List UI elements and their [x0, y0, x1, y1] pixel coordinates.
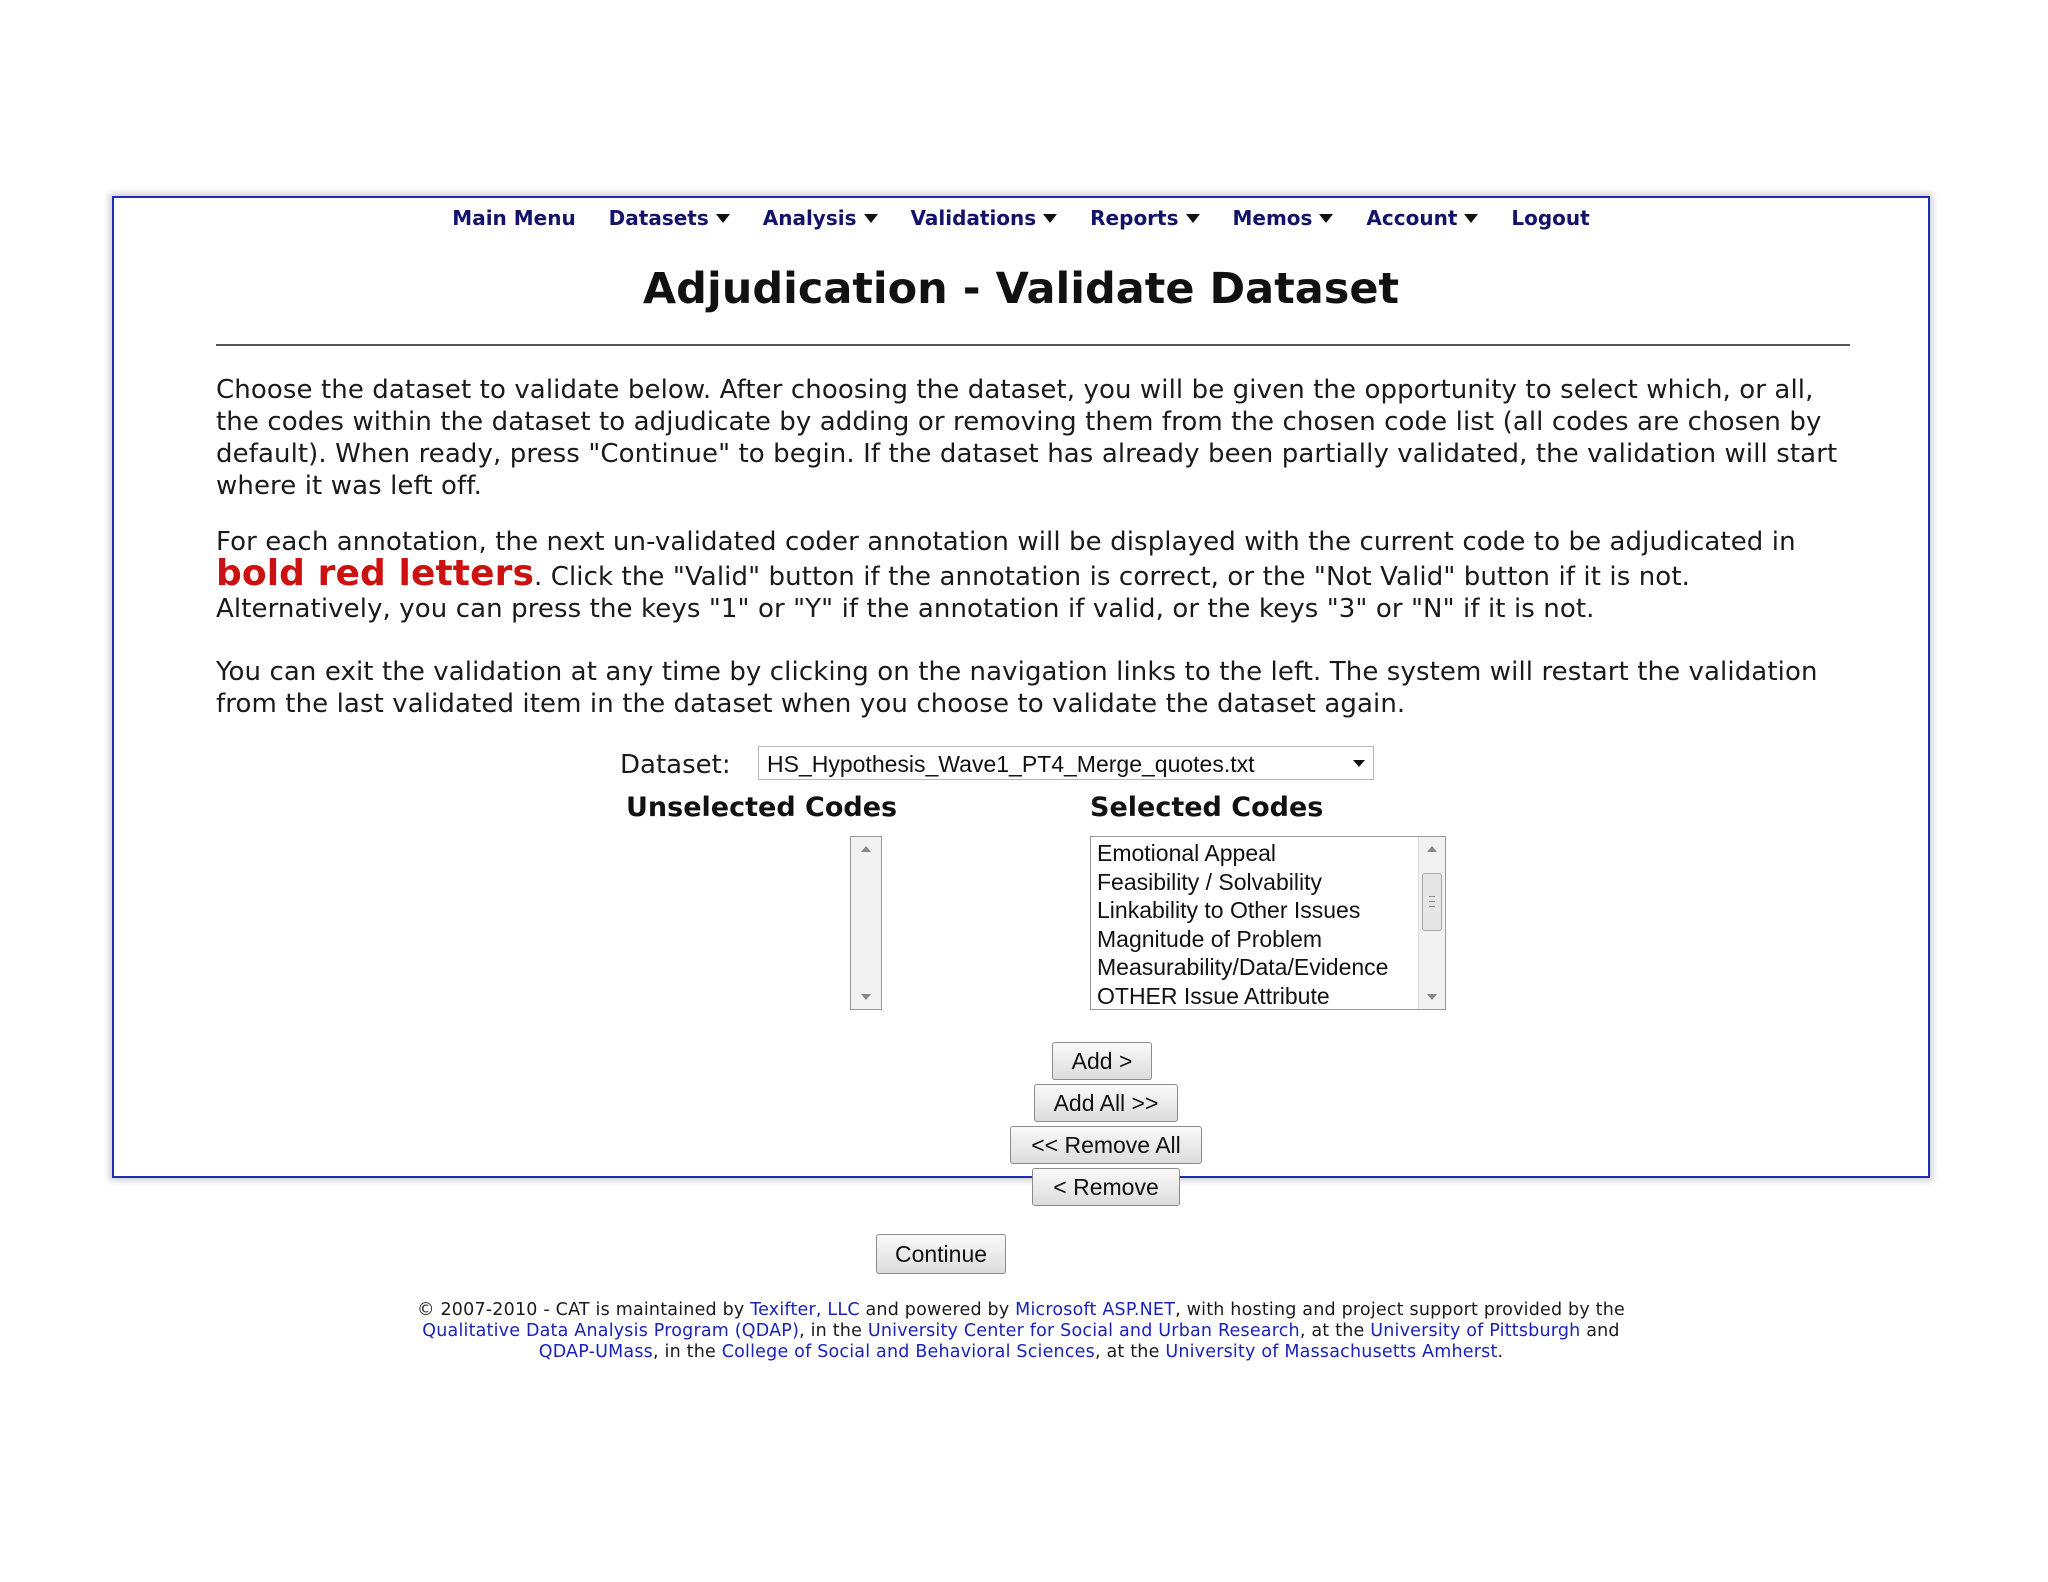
- remove-button[interactable]: < Remove: [1032, 1168, 1180, 1206]
- footer-text: , at the: [1094, 1342, 1166, 1362]
- caret-down-icon: [864, 214, 878, 223]
- content-frame: [112, 196, 1930, 1362]
- page-footer: [114, 1300, 1928, 1363]
- dataset-select[interactable]: [758, 746, 1374, 780]
- footer-text: and: [1580, 1321, 1620, 1341]
- scroll-down-arrow-icon[interactable]: [1427, 994, 1437, 1000]
- selected-codes-options: [1097, 839, 1388, 1010]
- bold-red-emphasis: bold red letters: [216, 553, 534, 594]
- remove-all-button[interactable]: << Remove All: [1010, 1126, 1202, 1164]
- title-divider: [216, 344, 1850, 346]
- unselected-list-scrollbar[interactable]: [851, 837, 881, 1009]
- scroll-down-arrow-icon[interactable]: [861, 994, 871, 1000]
- footer-text: and powered by: [859, 1300, 1016, 1320]
- selected-codes-heading: Selected Codes: [1090, 792, 1324, 823]
- nav-account-label: Account: [1366, 206, 1458, 230]
- nav-main-menu[interactable]: [452, 206, 575, 230]
- caret-down-icon: [1319, 214, 1333, 223]
- aspnet-link[interactable]: Microsoft ASP.NET: [1015, 1300, 1176, 1320]
- continue-button[interactable]: Continue: [876, 1234, 1006, 1274]
- selected-codes-list[interactable]: [1090, 836, 1446, 1010]
- nav-memos-label: Memos: [1232, 206, 1313, 230]
- add-all-button[interactable]: Add All >>: [1034, 1084, 1178, 1122]
- nav-reports-label: Reports: [1090, 206, 1179, 230]
- grip-line-icon: [1429, 901, 1435, 902]
- nav-datasets[interactable]: [609, 206, 730, 230]
- nav-validations[interactable]: [910, 206, 1057, 230]
- list-item[interactable]: Emotional Appeal: [1097, 840, 1277, 866]
- page-title: Adjudication - Validate Dataset: [642, 264, 1400, 314]
- grip-line-icon: [1429, 906, 1435, 907]
- footer-text: © 2007-2010 - CAT is maintained by: [416, 1300, 751, 1320]
- footer-text: , with hosting and project support provided by the: [1175, 1300, 1625, 1320]
- instructions-paragraph-2: [216, 526, 1856, 625]
- scroll-up-arrow-icon[interactable]: [1427, 846, 1437, 852]
- unselected-codes-heading: Unselected Codes: [626, 792, 898, 823]
- footer-text: , at the: [1299, 1321, 1371, 1341]
- scroll-thumb[interactable]: [1422, 873, 1442, 931]
- scroll-up-arrow-icon[interactable]: [861, 846, 871, 852]
- caret-down-icon: [1043, 214, 1057, 223]
- dataset-select-value: HS_Hypothesis_Wave1_PT4_Merge_quotes.txt: [767, 751, 1255, 777]
- footer-text: , in the: [799, 1321, 868, 1341]
- footer-text: , in the: [652, 1342, 722, 1362]
- footer-text: .: [1497, 1342, 1504, 1362]
- nav-memos[interactable]: [1232, 206, 1333, 230]
- nav-analysis[interactable]: [763, 206, 878, 230]
- chevron-down-icon: [1353, 760, 1365, 767]
- instructions-p2-intro: For each annotation, the next un-validated coder annotation will be displayed with the current code to be adjudicated in: [216, 527, 1796, 557]
- list-item[interactable]: Magnitude of Problem: [1097, 925, 1323, 952]
- list-item[interactable]: Feasibility / Solvability: [1097, 868, 1322, 895]
- nav-logout-label: Logout: [1511, 206, 1590, 230]
- nav-reports[interactable]: [1090, 206, 1199, 230]
- caret-down-icon: [1464, 214, 1478, 223]
- add-button[interactable]: Add >: [1052, 1042, 1152, 1080]
- caret-down-icon: [716, 214, 730, 223]
- top-navigation: [114, 206, 1928, 230]
- texifter-link[interactable]: Texifter, LLC: [750, 1300, 860, 1320]
- dataset-label: Dataset:: [620, 750, 731, 780]
- list-item[interactable]: Measurability/Data/Evidence: [1097, 954, 1389, 980]
- qdap-umass-link[interactable]: QDAP-UMass: [538, 1342, 653, 1362]
- college-link[interactable]: College of Social and Behavioral Sciences: [721, 1342, 1095, 1362]
- umass-link[interactable]: University of Massachusetts Amherst: [1165, 1342, 1498, 1362]
- ucsur-link[interactable]: University Center for Social and Urban Research: [867, 1321, 1300, 1341]
- qdap-link[interactable]: Qualitative Data Analysis Program (QDAP): [422, 1321, 800, 1341]
- instructions-p2-rest: . Click the "Valid" button if the annotation is correct, or the "Not Valid" button if it is not. Alternatively, you can press the keys "1" or "Y" if the annotation if valid, or the keys "3" or "N" if it is not.: [216, 562, 1690, 624]
- unselected-codes-list[interactable]: [850, 836, 882, 1010]
- list-item[interactable]: Linkability to Other Issues: [1097, 897, 1361, 923]
- caret-down-icon: [1186, 214, 1200, 223]
- instructions-paragraph-1: Choose the dataset to validate below. After choosing the dataset, you will be given the opportunity to select which, or all, the codes within the dataset to adjudicate by adding or removing them from the chosen code list (all codes are chosen by default). When ready, press "Continue" to begin. If the dataset has already been partially validated, the validation will start where it was left off.: [216, 375, 1838, 501]
- nav-main-menu-label: Main Menu: [452, 206, 576, 230]
- pitt-link[interactable]: University of Pittsburgh: [1370, 1321, 1581, 1341]
- nav-logout[interactable]: [1511, 206, 1589, 230]
- instructions-paragraph-3: You can exit the validation at any time by clicking on the navigation links to the left. The system will restart the validation from the last validated item in the dataset when you choose to validate the dataset again.: [216, 657, 1818, 719]
- list-item[interactable]: OTHER Issue Attribute: [1097, 982, 1330, 1009]
- nav-account[interactable]: [1366, 206, 1478, 230]
- nav-analysis-label: Analysis: [762, 206, 857, 230]
- nav-validations-label: Validations: [910, 206, 1037, 230]
- nav-datasets-label: Datasets: [608, 206, 709, 230]
- selected-list-scrollbar[interactable]: [1418, 837, 1445, 1009]
- grip-line-icon: [1429, 896, 1435, 897]
